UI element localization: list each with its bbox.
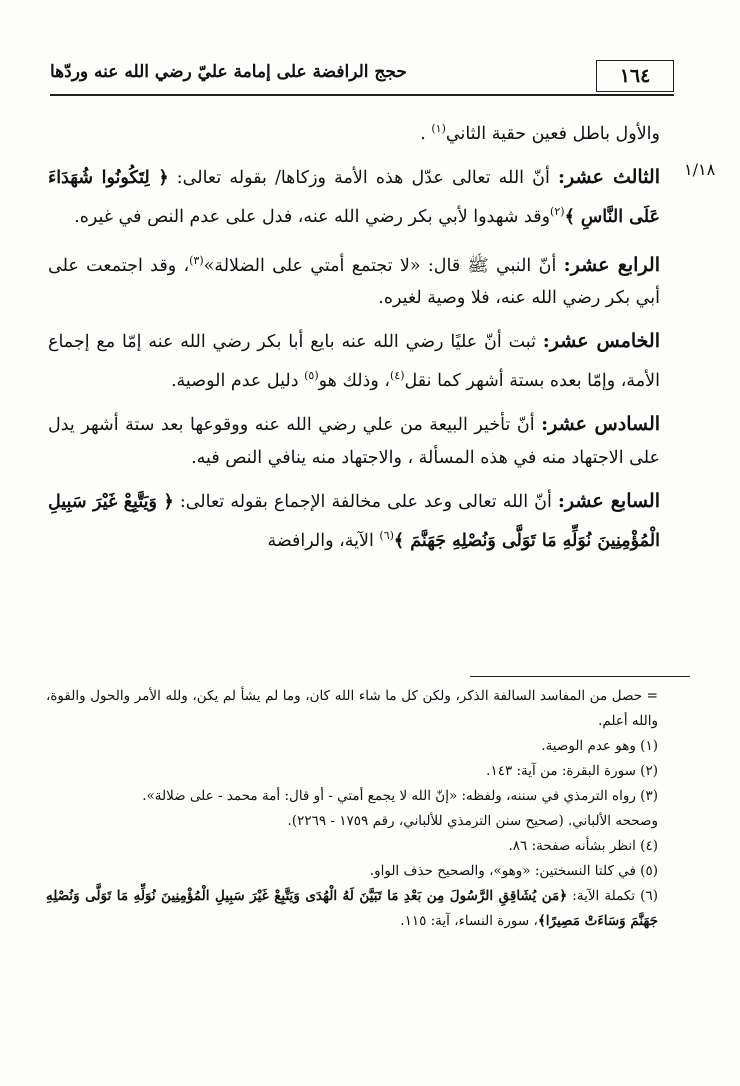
paragraph-seventeenth — [48, 485, 660, 558]
footnote-6-suffix: ، سورة النساء، آية: ١١٥. — [400, 913, 538, 929]
paragraph-text: الآية، والرافضة — [267, 531, 380, 552]
paragraph-text: ، وقد اجتمعت على أبي بكر رضي الله عنه، فلا وصية لغيره. — [48, 255, 660, 309]
footnote-6-prefix: (٦) تكملة الآية: — [567, 888, 658, 904]
footnote-4: (٤) انظر بشأنه صفحة: ٨٦. — [508, 838, 658, 854]
footnote-ref: (١) — [431, 122, 446, 135]
quran-verse: ﴿ وَيَتَّبِعْ غَيْرَ سَبِيلِ الْمُؤْمِنِينَ نُوَلِّهِ مَا تَوَلَّى وَنُصْلِهِ جَهَنَّمَ ﴾ — [48, 492, 660, 552]
margin-folio-reference: ١/١٨ — [684, 160, 716, 179]
paragraph-end: . — [420, 123, 432, 144]
paragraph-text: ثبت أنّ عليًا رضي الله عنه بايع أبا بكر رضي الله عنه إمّا مع إجماع الأمة، وإمّا بعده بستة أشهر كما نقل — [48, 332, 660, 392]
paragraph-fourteenth — [48, 244, 660, 316]
paragraph-text: دليل عدم الوصية. — [170, 371, 305, 392]
footnote-3: (٣) رواه الترمذي في سننه، ولفظه: «إنّ الله لا يجمع أمتي - أو قال: أمة محمد - على ضلالة». — [142, 788, 658, 804]
paragraph-text: أنّ الله تعالى عدّل هذه الأمة وزكاها/ بقوله تعالى: — [168, 167, 558, 188]
footnote-ref: (٥) — [304, 369, 319, 383]
page-header — [50, 58, 674, 98]
footnote-ref: (٤) — [390, 369, 405, 383]
paragraph-lead: الرابع عشر: — [563, 253, 660, 276]
footnote-6 — [46, 884, 658, 934]
paragraph-intro — [48, 112, 660, 151]
footnote-separator — [470, 676, 690, 677]
footnotes — [46, 684, 658, 934]
paragraph-lead: الخامس عشر: — [542, 330, 660, 353]
paragraph-thirteenth — [48, 161, 660, 234]
footnote-5: (٥) في كلتا النسختين: «وهو»، والصحيح حذف الواو. — [369, 863, 658, 879]
page-number: ١٦٤ — [596, 60, 674, 92]
footnote-continuation: = حصل من المفاسد السالفة الذكر، ولكن كل ما شاء الله كان، وما لم يشأ لم يكن، ولله الأمر والحول والقوة، والله أعلم. — [46, 688, 658, 729]
running-title: حجج الرافضة على إمامة عليّ رضي الله عنه وردّها — [50, 62, 407, 82]
paragraph-lead: الثالث عشر: — [558, 165, 660, 188]
footnote-3-continued: وصححه الألباني. (صحيح سنن الترمذي للألباني، رقم ١٧٥٩ - ٢٢٦٩). — [287, 813, 658, 829]
paragraph-fifteenth — [48, 325, 660, 398]
footnote-1: (١) وهو عدم الوصية. — [541, 738, 658, 754]
footnote-ref: (٢) — [550, 204, 565, 218]
paragraph-lead: السابع عشر: — [557, 490, 661, 513]
footnote-ref: (٣) — [189, 253, 204, 267]
paragraph-text: أنّ النبي ﷺ قال: «لا تجتمع أمتي على الضلالة» — [203, 255, 564, 276]
quran-verse: ﴿مَن يُشَاقِقِ الرَّسُولَ مِن بَعْدِ مَا تَبَيَّنَ لَهُ الْهُدَى وَيَتَّبِعْ غَيْرَ سَبِيلِ الْمُؤْمِنِينَ نُوَلِّهِ مَا تَوَلَّى وَنُصْلِهِ جَهَنَّمَ وَسَاءَتْ مَصِيرًا﴾ — [46, 888, 658, 929]
footnote-ref: (٦) — [379, 529, 394, 543]
paragraph-text: أنّ الله تعالى وعد على مخالفة الإجماع بقوله تعالى: — [173, 492, 558, 513]
header-rule — [50, 94, 674, 96]
main-text — [48, 112, 660, 568]
paragraph-text: وقد شهدوا لأبي بكر رضي الله عنه، فدل على عدم النص في غيره. — [74, 206, 551, 227]
quran-verse: ﴿ لِتَكُونُوا شُهَدَاءَ عَلَى النَّاسِ ﴾ — [48, 167, 660, 227]
paragraph-sixteenth — [48, 408, 660, 475]
paragraph-text: أنّ تأخير البيعة من علي رضي الله عنه ووقوعها بعد ستة أشهر يدل على الاجتهاد منه في هذه المسألة ، والاجتهاد منه ينافي النص فيه. — [48, 415, 660, 469]
paragraph-text: ، وذلك هو — [318, 371, 391, 392]
footnote-2: (٢) سورة البقرة: من آية: ١٤٣. — [486, 763, 658, 779]
paragraph-lead: السادس عشر: — [541, 413, 661, 436]
paragraph-text: والأول باطل فعين حقية الثاني — [445, 123, 660, 144]
